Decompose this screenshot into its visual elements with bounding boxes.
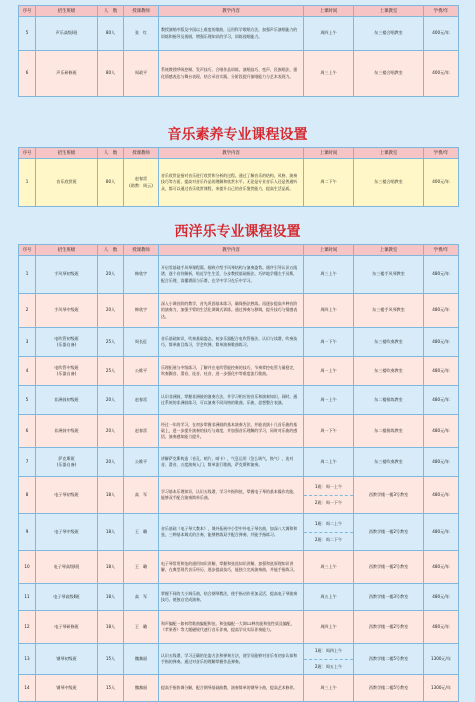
- cell-room: 东三楼合唱教室: [354, 51, 424, 97]
- table-row: [19, 328, 459, 357]
- cell-content: 电子琴常用和弦的通用知识讲解，掌握和弦选知识讲解，加强和弦原理知识讲解，在典型现代音乐经历，逐步提高技巧，能独立完成演奏曲，并能手指练习。: [159, 551, 304, 584]
- header-count: 人 数: [98, 6, 124, 17]
- cell-room: 西教学楼二楼5号教室: [354, 675, 424, 702]
- cell-room: 西教学楼一楼3号教室: [354, 584, 424, 611]
- cell-room: 东二楼排练教室: [354, 415, 424, 448]
- cell-fee: 480元/年: [424, 256, 459, 294]
- cell-no: 14: [19, 675, 36, 702]
- cell-no: 9: [19, 514, 36, 551]
- cell-class: 电吹管中级班 (乐器自备): [36, 357, 98, 386]
- table-row: [19, 448, 459, 477]
- cell-count: 18人: [98, 514, 124, 551]
- section-title-western-music: 西洋乐专业课程设置: [174, 224, 301, 240]
- cell-teacher: 赵春雷: [124, 386, 159, 415]
- table-row: [19, 644, 459, 675]
- header-fee: 学费/年: [424, 148, 459, 159]
- cell-teacher: 公维平: [124, 448, 159, 477]
- header-teacher: 授课教师: [124, 245, 159, 256]
- cell-time: 周三上午: [304, 256, 354, 294]
- cell-class: 钢琴中级班: [36, 675, 98, 702]
- cell-no: 13: [19, 644, 36, 675]
- table-row: [19, 17, 459, 51]
- cell-no: 7: [19, 448, 36, 477]
- cell-class: 非洲鼓初级班: [36, 386, 98, 415]
- table-row: [19, 611, 459, 644]
- cell-content: 开启零基础手风琴课程篇，细致介绍手风琴结构与演奏姿势。循序引导认识五线谱，逐个音符解析，贴近学生生活，分步教授基础指法，巧妙地学懂左手贝斯，配合乐理，读懂谱面与乐谱，在学中学习在乐中学习。: [159, 256, 304, 294]
- header-time: 上课时间: [304, 148, 354, 159]
- cell-count: 18人: [98, 584, 124, 611]
- cell-fee: 480元/年: [424, 514, 459, 551]
- cell-fee: 1300元/年: [424, 644, 459, 675]
- cell-teacher: 韩欣宇: [124, 294, 159, 328]
- table-header: [19, 148, 459, 159]
- cell-room: 西教学楼一楼2号教室: [354, 514, 424, 551]
- cell-count: 20人: [98, 256, 124, 294]
- header-no: 序号: [19, 6, 36, 17]
- cell-room: 东三楼手风琴教室: [354, 294, 424, 328]
- cell-class: 电吹管初级班 (乐器自备): [36, 328, 98, 357]
- cell-teacher: 赵春雷 (助教：周云): [124, 159, 159, 207]
- cell-teacher: 魏黎丽: [124, 644, 159, 675]
- cell-content: 认识非洲鼓，掌握非洲鼓的演奏方法，并学习相应的音乐和演奏知识，同时，通过系统的非洲鼓练习，可以演奏不同风格的歌曲，乐曲，思想整合表演。: [159, 386, 304, 415]
- header-room: 上课教室: [354, 6, 424, 17]
- cell-no: 5: [19, 17, 36, 51]
- cell-no: 8: [19, 477, 36, 514]
- cell-teacher: 王 璐: [124, 514, 159, 551]
- cell-class: 电子琴高级Ⅰ班: [36, 551, 98, 584]
- cell-content: 教授演唱中版及中国以上难度的歌曲，运用科学歌唱方法，加强声乐演唱能力的训练和指导及视唱，增强乐理知识的学习，训练视唱能力。: [159, 17, 304, 51]
- cell-class: 音乐欣赏班: [36, 159, 98, 207]
- cell-teacher: 王 璐: [124, 611, 159, 644]
- table-row: [19, 415, 459, 448]
- cell-no: 1: [19, 159, 36, 207]
- cell-no: 4: [19, 357, 36, 386]
- cell-class: 非洲鼓中级班: [36, 415, 98, 448]
- cell-content: 乐理拓展与中级练习，了解并在电吹管能控奏的技巧，节奏掌控电管力量稳定，吹奏颤音、滑音、连音、吐音、进一步强化中等难度流行歌曲。: [159, 357, 304, 386]
- cell-content: 掌握不同的大小调乐曲，结合钢琴教法，使手指动作更加灵活，提高电子琴演奏技巧，使独自完成演奏。: [159, 584, 304, 611]
- cell-class: 手风琴初级班: [36, 256, 98, 294]
- cell-teacher: 周政平: [124, 51, 159, 97]
- header-teacher: 授课教师: [124, 148, 159, 159]
- table-row: [19, 477, 459, 514]
- cell-fee: 400元/年: [424, 51, 459, 97]
- cell-teacher: 高 军: [124, 477, 159, 514]
- cell-count: 18人: [98, 551, 124, 584]
- table-row: [19, 294, 459, 328]
- cell-class: 手风琴中级班: [36, 294, 98, 328]
- table-row: [19, 357, 459, 386]
- cell-content: 和声编配一如何给歌曲编配和弦，和弦编配一大调12种功能和弦性质及编配，《苹果香》等大题磁规代速行音乐伴奏，提高学员实际伴奏能力。: [159, 611, 304, 644]
- cell-teacher: 公维平: [124, 357, 159, 386]
- cell-count: 80人: [98, 51, 124, 97]
- cell-fee: 480元/年: [424, 448, 459, 477]
- cell-time-class-1: 1班：周二上午: [304, 521, 353, 532]
- cell-time: 周二上午: [304, 448, 354, 477]
- cell-room: 东三楼吹奏教室: [354, 357, 424, 386]
- cell-class: 声乐研修班: [36, 51, 98, 97]
- cell-count: 15人: [98, 644, 124, 675]
- cell-time-class-1: 1班：周一上午: [304, 484, 353, 495]
- cell-room: 西教学楼一楼3号教室: [354, 477, 424, 514]
- cell-content: 学习基本乐理知识，认识五线谱，学习多指和弦，掌握电子琴的基本操作功能，能够双手配合演奏简单乐曲。: [159, 477, 304, 514]
- cell-no: 2: [19, 294, 36, 328]
- header-count: 人 数: [98, 148, 124, 159]
- cell-class: 电子琴高级Ⅱ班: [36, 584, 98, 611]
- cell-count: 18人: [98, 477, 124, 514]
- cell-room: 东二楼排练教室: [354, 386, 424, 415]
- cell-count: 25人: [98, 328, 124, 357]
- table-western-music: [18, 244, 459, 702]
- cell-room: 东三楼手风琴教室: [354, 256, 424, 294]
- header-room: 上课教室: [354, 148, 424, 159]
- cell-class: 电子琴中级班: [36, 514, 98, 551]
- section-title-music-literacy: 音乐素养专业课程设置: [167, 127, 308, 143]
- cell-room: 西教学楼二楼5号教室: [354, 644, 424, 675]
- table-row: [19, 386, 459, 415]
- cell-time: 周三上午: [304, 551, 354, 584]
- table-vocal: [18, 5, 459, 97]
- cell-teacher: 韩欣宇: [124, 256, 159, 294]
- cell-time-class-2: 2班：周五上午: [314, 663, 343, 669]
- cell-time: 周四上午: [304, 17, 354, 51]
- cell-content: 系统教授呼吸控制、发声技巧、合唱作品训练，演唱技巧、变声、民族唱法、强化情感表达与舞台表现、结合录音实践、分阶段提升演唱能力与艺术表现力。: [159, 51, 304, 97]
- cell-time: 周三上午: [304, 51, 354, 97]
- cell-fee: 480元/年: [424, 386, 459, 415]
- cell-time: [304, 477, 354, 514]
- cell-content: 深入小调音阶的教学，首先巩固基本练习，确保指法熟练。再逐步提高多种音阶的演奏力，加强手臂的生活化调调式训练。通过弹奏与移调，提升技巧与情感表达。: [159, 294, 304, 328]
- cell-teacher: 周长征: [124, 328, 159, 357]
- cell-time: 周四上午: [304, 294, 354, 328]
- cell-no: 6: [19, 51, 36, 97]
- cell-count: 80人: [98, 159, 124, 207]
- cell-room: 西教学楼一楼2号教室: [354, 551, 424, 584]
- cell-count: 15人: [98, 675, 124, 702]
- cell-time-class-2: 2班：周一下午: [314, 499, 343, 505]
- cell-time: 周五上午: [304, 584, 354, 611]
- cell-count: 20人: [98, 386, 124, 415]
- cell-room: 东三楼吹奏教室: [354, 448, 424, 477]
- cell-no: 6: [19, 415, 36, 448]
- cell-content: 讲解萨克斯构造（音孔、哨片、哨卡），气息运用（急么吸气，换气），连对音、滑音、五度演奏入门，简单流行歌曲，萨克斯和演奏。: [159, 448, 304, 477]
- header-fee: 学费/年: [424, 245, 459, 256]
- cell-class: 电子琴研修班: [36, 611, 98, 644]
- cell-count: 18人: [98, 611, 124, 644]
- table-row: [19, 584, 459, 611]
- header-no: 序号: [19, 148, 36, 159]
- cell-count: 20人: [98, 415, 124, 448]
- table-row: [19, 159, 459, 207]
- cell-fee: 1300元/年: [424, 675, 459, 702]
- table-row: [19, 514, 459, 551]
- header-room: 上课教室: [354, 245, 424, 256]
- cell-class: 萨克斯班 (乐器自备): [36, 448, 98, 477]
- cell-fee: 480元/年: [424, 611, 459, 644]
- table-row: [19, 551, 459, 584]
- cell-fee: 480元/年: [424, 477, 459, 514]
- cell-count: 20人: [98, 294, 124, 328]
- cell-count: 80人: [98, 17, 124, 51]
- cell-teacher: 赵春雷: [124, 415, 159, 448]
- header-class: 招生班级: [36, 245, 98, 256]
- cell-room: 东三楼吹奏教室: [354, 328, 424, 357]
- header-content: 教学内容: [159, 245, 304, 256]
- cell-content: 音乐基础知识，吹奏基础姿态，初步乐器配合电吹管指法、认识与读谱，吹奏技巧，简单曲目练习，学会吹弹、简单演奏歌曲练习。: [159, 328, 304, 357]
- header-time: 上课时间: [304, 6, 354, 17]
- cell-content: 音乐基础《电子琴大教本》，课外拓展中小型中外电子琴名曲，加深八大调和和弦，三种基本调式的合奏，能够熟练双手配合弹奏，并能手指练习。: [159, 514, 304, 551]
- cell-time: 周四上午: [304, 611, 354, 644]
- cell-time: 周二下午: [304, 159, 354, 207]
- header-fee: 学费/年: [424, 6, 459, 17]
- cell-fee: 480元/年: [424, 415, 459, 448]
- cell-no: 10: [19, 551, 36, 584]
- cell-time: 周三上午: [304, 675, 354, 702]
- cell-teacher: 张 红: [124, 17, 159, 51]
- cell-teacher: 高 军: [124, 584, 159, 611]
- cell-room: 西教学楼一楼2号教室: [354, 611, 424, 644]
- cell-class: 电子琴初级班: [36, 477, 98, 514]
- cell-content: 提高手指协调分解，配合钢琴基础曲教，演奏简单的钢琴小曲，提高艺术修养。: [159, 675, 304, 702]
- cell-fee: 480元/年: [424, 328, 459, 357]
- header-class: 招生班级: [36, 6, 98, 17]
- cell-time: 周一下午: [304, 328, 354, 357]
- cell-time: 周一下午: [304, 415, 354, 448]
- cell-time-class-1: 1班：周四上午: [304, 648, 353, 659]
- cell-time-class-2: 2班：周二下午: [314, 536, 343, 542]
- cell-no: 3: [19, 328, 36, 357]
- cell-fee: 400元/年: [424, 159, 459, 207]
- cell-fee: 480元/年: [424, 584, 459, 611]
- cell-fee: 480元/年: [424, 357, 459, 386]
- cell-class: 钢琴初级班: [36, 644, 98, 675]
- table-header: [19, 245, 459, 256]
- table-music-literacy: [18, 147, 459, 207]
- cell-teacher: 魏黎丽: [124, 675, 159, 702]
- header-no: 序号: [19, 245, 36, 256]
- cell-class: 声乐高级Ⅰ班: [36, 17, 98, 51]
- cell-no: 12: [19, 611, 36, 644]
- cell-teacher: 王 璐: [124, 551, 159, 584]
- table-row: [19, 51, 459, 97]
- header-content: 教学内容: [159, 148, 304, 159]
- table-header: [19, 6, 459, 17]
- cell-time: [304, 514, 354, 551]
- cell-room: 东三楼合唱教室: [354, 159, 424, 207]
- cell-fee: 480元/年: [424, 294, 459, 328]
- header-time: 上课时间: [304, 245, 354, 256]
- cell-fee: 400元/年: [424, 17, 459, 51]
- cell-no: 11: [19, 584, 36, 611]
- cell-time: 周一上午: [304, 357, 354, 386]
- header-class: 招生班级: [36, 148, 98, 159]
- header-teacher: 授课教师: [124, 6, 159, 17]
- header-count: 人 数: [98, 245, 124, 256]
- table-row: [19, 675, 459, 702]
- cell-content: 经过一年的学习，在初步掌握非洲鼓的基本演奏方法，并能表演十几首乐曲的基础上，进一步提升演奏的技巧与难度，并加强音乐理解的学习，同时对乐曲的感悟，演奏感知能力提升。: [159, 415, 304, 448]
- cell-content: 音乐欣赏是指对音乐进行欣赏和分析的过程。通过了解音乐的结构、风格、演奏技巧等方面，提高对音乐作品的理解和欣赏水平。无论是专业音乐人还是普通听众，都可以通过音乐欣赏课程，来提升自己的音乐鉴赏能力，提高生活品质。: [159, 159, 304, 207]
- cell-no: 1: [19, 256, 36, 294]
- cell-content: 认识五线谱，学习正确的坐姿方法和弹奏方法，使学员能够对音乐有初步认知和手指的弹奏。通过对音乐的理解掌握作品弹奏。: [159, 644, 304, 675]
- cell-no: 5: [19, 386, 36, 415]
- cell-fee: 480元/年: [424, 551, 459, 584]
- cell-time: 周一上午: [304, 386, 354, 415]
- cell-count: 25人: [98, 357, 124, 386]
- cell-time: [304, 644, 354, 675]
- table-row: [19, 256, 459, 294]
- header-content: 教学内容: [159, 6, 304, 17]
- cell-count: 20人: [98, 448, 124, 477]
- cell-room: 东三楼合唱教室: [354, 17, 424, 51]
